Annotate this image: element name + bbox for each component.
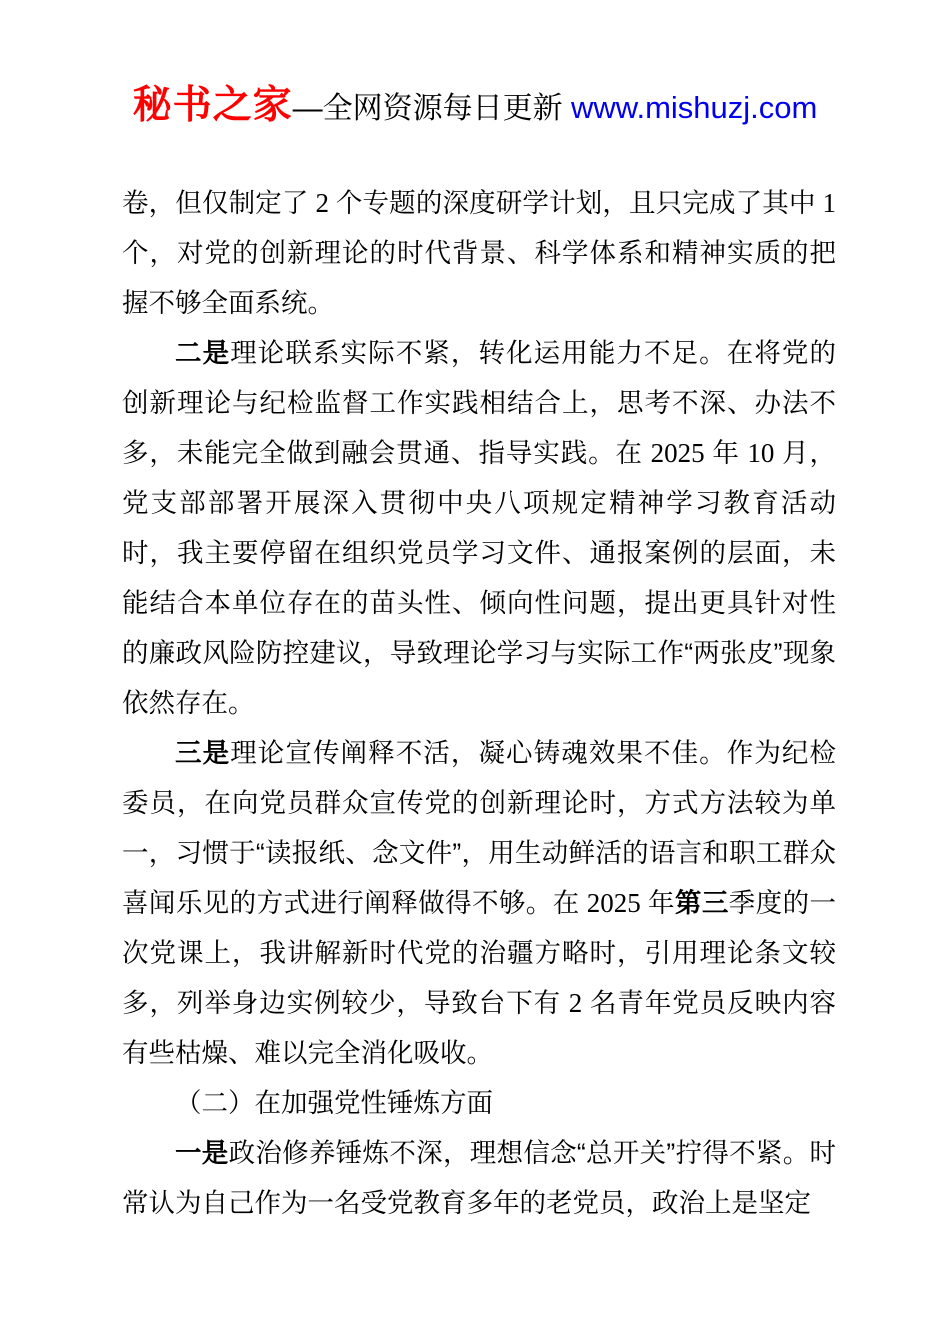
site-brand: 秘书之家 xyxy=(132,84,293,127)
site-header xyxy=(0,82,950,138)
text-run: 年 xyxy=(647,888,675,918)
emphasis-run: 二是 xyxy=(175,338,231,368)
text-run: 理论联系实际不紧，转化运用能力不足。在将党的创新理论与纪检监督工作实践相结合上，思考不深、办法不多，未能完全做到融会贯通、指导实践。在 xyxy=(122,338,837,468)
text-run: （二）在加强党性锤炼方面 xyxy=(175,1088,493,1118)
text-run: 政治修养锤炼不深，理想信念“总开关”拧得不紧。时常认为自己作为一名受党教育多年的老党员，政治上是坚定 xyxy=(122,1138,836,1218)
number-run: 2025 xyxy=(579,888,648,918)
number-run: 10 xyxy=(739,438,783,468)
text-run: 年 xyxy=(712,438,740,468)
text-run: 月，党支部部署开展深入贯彻中央八项规定精神学习教育活动时，我主要停留在组织党员学习文件、通报案例的层面，未能结合本单位存在的苗头性、倾向性问题，提出更具针对性的廉政风险防控建议，导致理论学习与实际工作“两张皮”现象依然存在。 xyxy=(122,438,837,718)
text-run: 个专题的深度研学计划，且只完成了其中 xyxy=(335,188,816,218)
number-run: 2025 xyxy=(642,438,713,468)
site-tagline: —全网资源每日更新 xyxy=(292,92,572,125)
site-url-link[interactable]: www.mishuzj.com xyxy=(571,90,818,125)
number-run: 1 xyxy=(815,188,837,218)
emphasis-run: 三是 xyxy=(175,738,231,768)
text-run: 个，对党的创新理论的时代背景、科学体系和精神实质的把握不够全面系统。 xyxy=(122,238,836,318)
emphasis-run: 一是 xyxy=(175,1138,229,1168)
number-run: 2 xyxy=(308,188,336,218)
emphasis-run: 第三 xyxy=(674,888,729,918)
document-paragraph xyxy=(122,1078,836,1128)
document-paragraph xyxy=(122,178,836,328)
document-paragraph xyxy=(122,728,836,1078)
text-run: 季度的一次党课上，我讲解新时代党的治疆方略时，引用理论条文较多，列举身边实例较少，导致台下有 xyxy=(122,888,837,1018)
number-run: 2 xyxy=(561,988,590,1018)
text-run: 名青年党员反映内容有些枯燥、难以完全消化吸收。 xyxy=(122,988,837,1068)
document-paragraph xyxy=(122,1128,836,1228)
document-body xyxy=(122,178,836,1228)
text-run: 卷，但仅制定了 xyxy=(122,188,309,218)
text-run: 理论宣传阐释不活，凝心铸魂效果不佳。作为纪检委员，在向党员群众宣传党的创新理论时，方式方法较为单一，习惯于“读报纸、念文件”，用生动鲜活的语言和职工群众喜闻乐见的方式进行阐释做得不够。在 xyxy=(122,738,837,918)
document-paragraph xyxy=(122,328,836,728)
